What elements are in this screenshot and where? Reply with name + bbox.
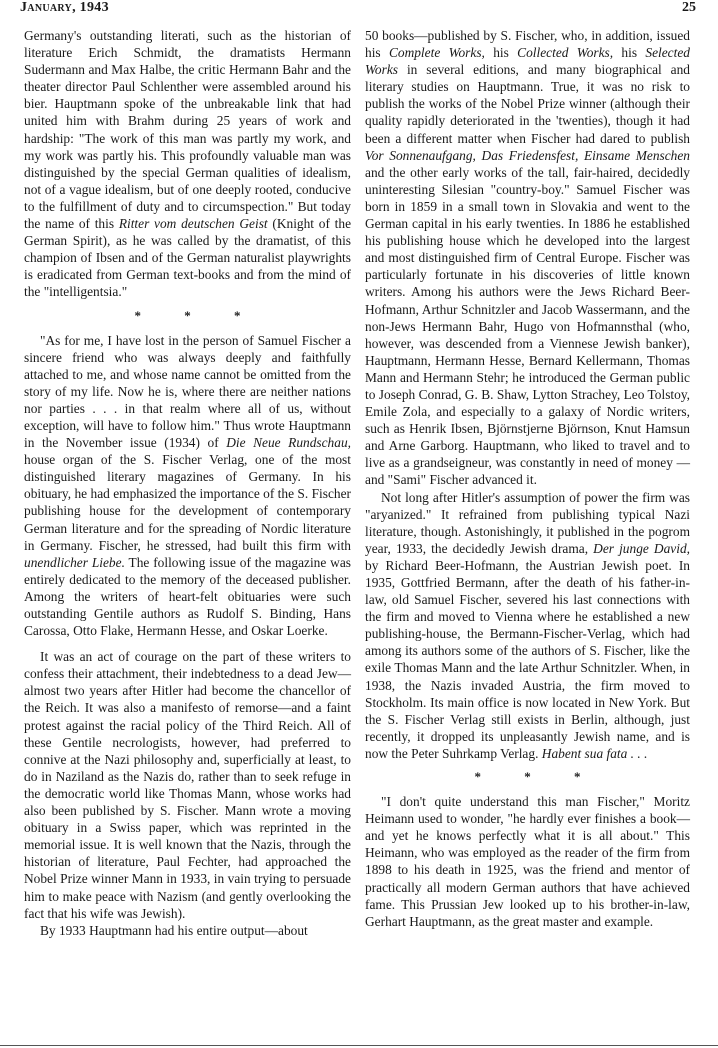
section-separator: * * * — [134, 307, 261, 323]
right-column — [365, 27, 690, 930]
running-head: January, 1943 — [20, 0, 109, 15]
right-paragraph-3: "I don't quite understand this man Fischer," Moritz Heimann used to wonder, "he hardly ever finishes a book—and yet he knows perfectly what it is all about." This Heimann, who was employed as the reader of the firm from 1898 to his death in 1925, was the friend and mentor of practically all modern German authors that have achieved fame. This Prussian Jew looked up to his brother-in-law, Gerhart Hauptmann, as the great master and example. — [365, 794, 690, 929]
page-number: 25 — [682, 0, 696, 15]
left-paragraph-4: By 1933 Hauptmann had his entire output—about — [40, 922, 308, 938]
left-paragraph-2: "As for me, I have lost in the person of Samuel Fischer a sincere friend who was always deeply and faithfully attached to me, and whose name cannot be omitted from the story of my life. Now he is, where there are neither nations nor parties . . . in that realm where all of us, without exception, will have to follow him." Thus wrote Hauptmann in the November issue (1934) of Die Neue Rundschau, house organ of the S. Fischer Verlag, one of the most distinguished literary magazines of Germany. In his obituary, he had emphasized the importance of the S. Fischer publishing house for the development of contemporary German literature and for the spreading of Nordic literature in Germany. Fischer, he stressed, had built this firm with unendlicher Liebe. The following issue of the magazine was entirely dedicated to the memory of the deceased publisher. Among the writers of heart-felt obituaries were such outstanding Gentile authors as Rudolf S. Binding, Hans Carossa, Otto Flake, Hermann Hesse, and Oskar Loerke. — [24, 332, 351, 639]
page-header — [20, 0, 696, 22]
left-column — [24, 27, 351, 939]
bottom-rule — [0, 1045, 718, 1046]
right-paragraph-2: Not long after Hitler's assumption of power the firm was "aryanized." It refrained from publishing typical Nazi literature, though. Astonishingly, it published in the pogrom year, 1933, the decidedly Jewish drama, Der junge David, by Richard Beer-Hofmann, the Austrian Jewish poet. In 1935, Gottfried Bermann, after the death of his father-in-law, old Samuel Fischer, severed his last connections with the firm and moved to Vienna where he established a new publishing-house, the Bermann-Fischer-Verlag, which had among its authors some of the authors of S. Fischer, like the exile Thomas Mann and the late Arthur Schnitzler. When, in 1938, the Nazis invaded Austria, the firm moved to Stockholm. Its main office is now located in New York. But the S. Fischer Verlag still exists in Berlin, although, just recently, it dropped its unpleasantly Jewish name, and is now the Peter Suhrkamp Verlag. Habent sua fata . . . — [365, 489, 690, 761]
right-paragraph-1: 50 books—published by S. Fischer, who, in addition, issued his Complete Works, his Collected Works, his Selected Works in several editions, and many biographical and literary studies on Hauptmann. True, it was no risk to publish the works of the Nobel Prize winner (although their quality rapidly deteriorated in the 'twenties), though it had been a different matter when Fischer had dared to publish Vor Sonnenaufgang, Das Friedensfest, Einsame Menschen and the other early works of the tall, fair-haired, decidedly uninteresting Silesian "country-boy." Samuel Fischer was born in 1859 in a small town in Slovakia and went to the German capital in his early twenties. In 1886 he established his publishing house which he developed into the largest and most distinguished firm of Central Europe. Fischer was particularly fortunate in his discoveries of little known writers. Among his authors were the Jews Richard Beer-Hofmann, Arthur Schnitzler and Jacob Wassermann, and the non-Jews Hermann Bahr, Hugo von Hofmannsthal (who, however, was descended from a Viennese Jewish banker), Hauptmann, Hermann Hesse, Bernard Kellermann, Thomas Mann and Hermann Stehr; he introduced the German public to Joseph Conrad, G. B. Shaw, Lytton Strachey, Leo Tolstoy, Emile Zola, and especially to a galaxy of Nordic writers, such as Henrik Ibsen, Björnstjerne Björnson, Knut Hamsun and Arne Garborg. Hauptmann, who liked to travel and to live as a grandseigneur, was constantly in need of money — and "Sami" Fischer advanced it. — [365, 28, 690, 488]
section-separator: * * * — [474, 769, 601, 785]
left-paragraph-1: Germany's outstanding literati, such as the historian of literature Erich Schmidt, the dramatists Hermann Sudermann and Max Halbe, the critic Hermann Bahr and the theater director Paul Schlenther were assembled around his bier. Hauptmann spoke of the unbreakable link that had united him with Brahm during 25 years of work and hardship: "The work of this man was partly my work, and my work was partly his. This profoundly valuable man was distinguished by the special German qualities of idealism, not of a vague idealism, but of one deeply rooted, conducive to the fulfillment of duty and to circumspection." But today the name of this Ritter vom deutschen Geist (Knight of the German Spirit), as he was called by the dramatist, of this champion of Ibsen and of the German naturalist playwrights is eradicated from German text-books and from the mind of the "intelligentsia." — [24, 28, 352, 300]
left-paragraph-3: It was an act of courage on the part of these writers to confess their attachment, their indebtedness to a dead Jew—almost two years after Hitler had become the chancellor of the Reich. It was also a manifesto of remorse—and a faint protest against the racial policy of the Third Reich. All of these Gentile necrologists, however, had preferred to connive at the Nazi philosophy and, superficially at least, to do in Naziland as the Nazis do, rather than to seek refuge in the democratic world like Thomas Mann, whose works had also been published by S. Fischer. Mann wrote a moving obituary in a Swiss paper, which was reprinted in the memorial issue. It is well known that the Nazis, through the historian of literature, Paul Fechter, had approached the Nobel Prize winner Mann in 1933, in vain trying to persuade him to make peace with Nazism (and gently overlooking the fact that his wife was Jewish). — [24, 649, 351, 921]
